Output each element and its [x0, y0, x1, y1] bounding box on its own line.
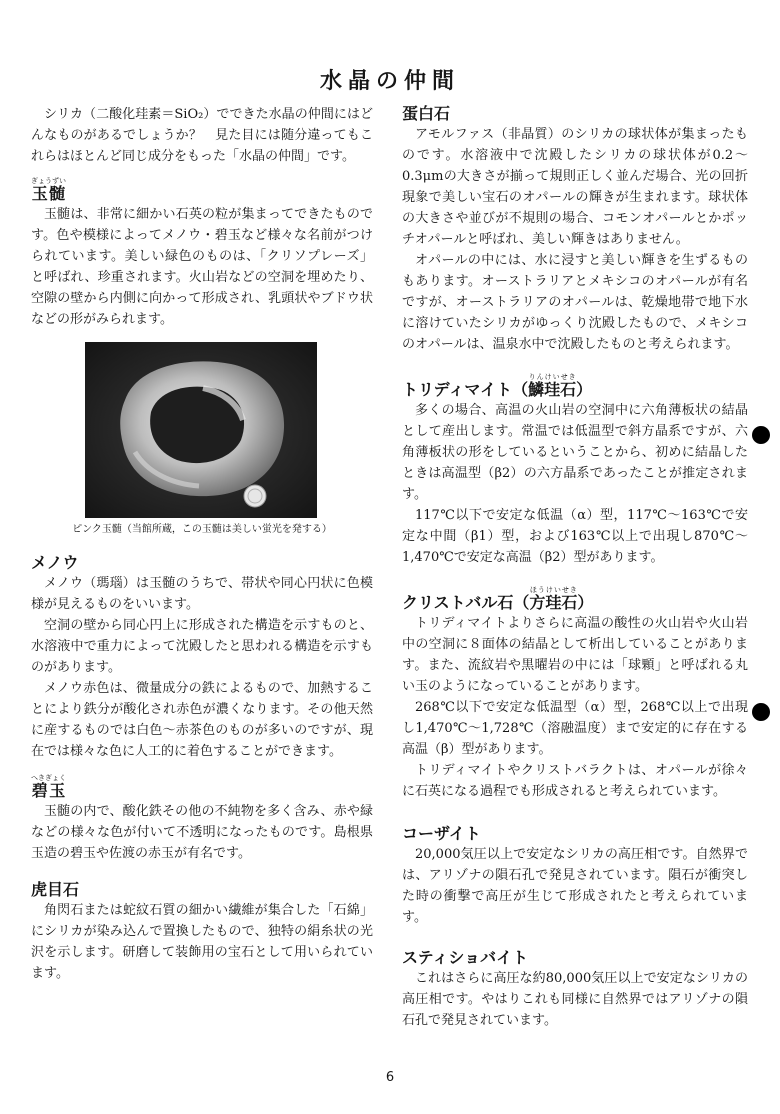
heading-menou: メノウ [31, 553, 79, 572]
heading-gyokuzui: 玉髄ぎょうずい [31, 177, 66, 203]
page-title: 水晶の仲間 [319, 69, 460, 94]
coesite-body: 20,000気圧以上で安定なシリカの高圧相です。自然界では、アリゾナの隕石孔で発見されています。隕石が衝突した時の衝撃で高圧が生じて形成されたと考えられています。 [402, 847, 748, 925]
intro-paragraph: シリカ（二酸化珪素＝SiO₂）でできた水晶の仲間にはどんなものがあるでしょうか？ 見た目には随分違ってもこれらはほとんど同じ成分をもった「水晶の仲間」です。 [31, 107, 373, 164]
pink-chalcedony-photo [85, 342, 317, 518]
heading-stishovite: スティショバイト [402, 948, 529, 967]
right-column [402, 104, 748, 1031]
torameishi-body: 角閃石または蛇紋石質の細かい繊維が集合した「石綿」にシリカが染み込んで置換したもので、独特の絹糸状の光沢を示します。研磨して装飾用の宝石として用いられています。 [31, 903, 373, 981]
binding-hole-lower [752, 703, 770, 721]
menou-p3: メノウ赤色は、微量成分の鉄によるもので、加熱することにより鉄分が酸化され赤色が濃くなります。その他天然に産するものでは白色～赤茶色のものが多いのですが、現在では様々な色に人工的に着色することができます。 [31, 681, 373, 759]
heading-opal: 蛋白石 [402, 104, 451, 123]
hekigyoku-body: 玉髄の内で、酸化鉄その他の不純物を多く含み、赤や緑などの様々な色が付いて不透明になったものです。島根県玉造の碧玉や佐渡の赤玉が有名です。 [31, 804, 373, 861]
left-column [31, 104, 373, 984]
cristobalite-p3: トリディマイトやクリストバラクトは、オパールが徐々に石英になる過程でも形成されると考えられています。 [402, 763, 748, 799]
tridymite-p1: 多くの場合、高温の火山岩の空洞中に六角薄板状の結晶として産出します。常温では低温型で斜方晶系ですが、六角薄板状の形をしているということから、初めに結晶したときは高温型（β2）の六方晶系であったことが推定されます。 [402, 403, 748, 502]
heading-coesite: コーザイト [402, 824, 481, 843]
section-cristobalite [402, 586, 748, 802]
opal-p1: アモルファス（非晶質）のシリカの球状体が集まったものです。水溶液中で沈殿したシリカの球状体が0.2～0.3μmの大きさが揃って規則正しく並んだ場合、光の回折現象で美しい宝石のオパールの輝きが生まれます。球状体の大きさや並びが不規則の場合、コモンオパールとかポッチオパールと呼ばれ、美しい輝きはありません。 [402, 127, 748, 247]
heading-tridymite: トリディマイト（鱗珪石りんけいせき） [402, 373, 593, 399]
page-number: 6 [385, 1070, 395, 1085]
menou-p1: メノウ（瑪瑙）は玉髄のうちで、帯状や同心円状に色模様が見えるものをいいます。 [31, 576, 373, 612]
cristobalite-p2: 268℃以下で安定な低温型（α）型，268℃以上で出現し1,470℃～1,728℃（溶融温度）まで安定的に存在する高温（β）型があります。 [402, 700, 748, 757]
gyokuzui-body: 玉髄は、非常に細かい石英の粒が集まってできたものです。色や模様によってメノウ・碧玉など様々な名前がつけられています。美しい緑色のものは、「クリソプレーズ」と呼ばれ、珍重されます。火山岩などの空洞を埋めたり、空隙の壁から内側に向かって形成され、乳頭状やブドウ状などの形がみられます。 [31, 207, 373, 327]
cristobalite-p1: トリディマイトよりさらに高温の酸性の火山岩や火山岩中の空洞に８面体の結晶として析出していることがあります。また、流紋岩や黒曜岩の中には「球顆」と呼ばれる丸い玉のようになっていることがあります。 [402, 616, 748, 694]
section-coesite [402, 824, 748, 928]
menou-p2: 空洞の壁から同心円上に形成された構造を示すものと、水溶液中で重力によって沈殿したと思われる構造を示すものがあります。 [31, 618, 373, 675]
section-torameishi [31, 880, 373, 984]
section-gyokuzui [31, 177, 373, 537]
photo-caption: ピンク玉髄（当館所蔵，この玉髄は美しい蛍光を発する） [72, 524, 332, 535]
section-tridymite [402, 373, 748, 568]
heading-cristobalite: クリストバル石（方珪石ほうけいせき） [402, 586, 594, 612]
binding-hole-upper [752, 426, 770, 444]
section-menou [31, 553, 373, 762]
section-opal [402, 104, 748, 355]
stishovite-body: これはさらに高圧な約80,000気圧以上で安定なシリカの高圧相です。やはりこれも同様に自然界ではアリゾナの隕石孔で発見されています。 [402, 971, 748, 1028]
heading-torameishi: 虎目石 [31, 880, 80, 899]
section-hekigyoku [31, 774, 373, 864]
tridymite-p2: 117℃以下で安定な低温（α）型，117℃～163℃で安定な中間（β1）型，および163℃以上で出現し870℃～1,470℃で安定な高温（β2）型があります。 [402, 508, 748, 565]
section-stishovite [402, 948, 748, 1031]
opal-p2: オパールの中には、水に浸すと美しい輝きを生ずるものもあります。オーストラリアとメキシコのオパールが有名ですが、オーストラリアのオパールは、乾燥地帯で地下水に溶けていたシリカがゆっくり沈殿したもので、メキシコのオパールは、温泉水中で沈殿したものと考えられます。 [402, 253, 748, 352]
heading-hekigyoku: 碧玉へきぎょく [31, 774, 66, 800]
